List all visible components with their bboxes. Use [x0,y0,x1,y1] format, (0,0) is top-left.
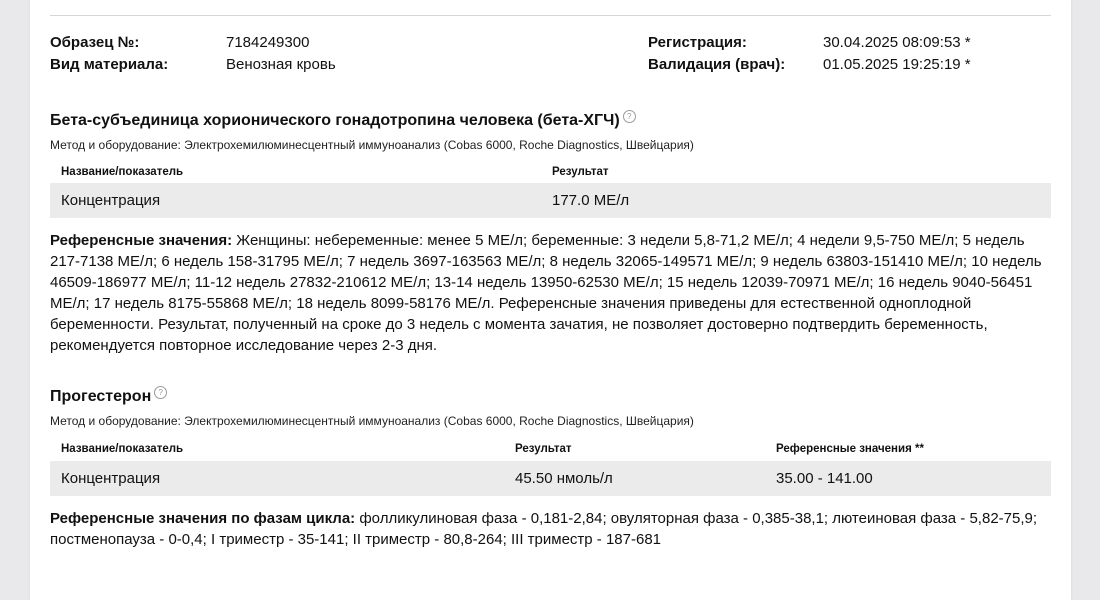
hcg-reference-text [50,230,1050,356]
sample-number-value: 7184249300 [226,34,310,51]
progesterone-col-name: Название/показатель [61,443,184,455]
progesterone-method: Метод и оборудование: Электрохемилюминесцентный иммуноанализ (Cobas 6000, Roche Diagnostics, Швейцария) [50,414,694,428]
validation-label: Валидация (врач): [648,56,786,73]
progesterone-row-result: 45.50 нмоль/л [515,470,613,487]
progesterone-reference-text [50,508,1050,550]
hcg-title [50,110,636,130]
report-sheet [30,0,1071,600]
registration-label: Регистрация: [648,34,747,51]
sample-number-label: Образец №: [50,34,140,51]
progesterone-row-ref: 35.00 - 141.00 [776,470,873,487]
hcg-title-text: Бета-субъединица хорионического гонадотропина человека (бета-ХГЧ) [50,112,620,129]
hcg-table-row [50,183,1051,218]
progesterone-title [50,386,167,406]
progesterone-table-row [50,461,1051,496]
registration-value: 30.04.2025 08:09:53 * [823,34,971,51]
progesterone-title-text: Прогестерон [50,388,152,405]
hcg-row-name: Концентрация [61,192,161,209]
hcg-col-name: Название/показатель [61,166,184,178]
help-icon[interactable]: ? [623,110,636,123]
hcg-method: Метод и оборудование: Электрохемилюминесцентный иммуноанализ (Cobas 6000, Roche Diagnostics, Швейцария) [50,138,694,152]
help-icon[interactable]: ? [154,386,167,399]
progesterone-reference-label: Референсные значения по фазам цикла: [50,510,356,527]
hcg-reference-body: Женщины: небеременные: менее 5 МЕ/л; беременные: 3 недели 5,8-71,2 МЕ/л; 4 недели 9,5-750 МЕ/л; 5 недель 217-7138 МЕ/л; 6 недель 158-31795 МЕ/л; 7 недель 3697-163563 МЕ/л; 8 недель 32065-149571 МЕ/л; 9 недель 63803-151410 МЕ/л; 10 недель 46509-186977 МЕ/л; 11-12 недель 27832-210612 МЕ/л; 13-14 недель 13950-62530 МЕ/л; 15 недель 12039-70971 МЕ/л; 16 недель 9040-56451 МЕ/л; 17 недель 8175-55868 МЕ/л; 18 недель 8099-58176 МЕ/л. Референсные значения приведены для естественной одноплодной беременности. Результат, полученный на сроке до 3 недель с момента зачатия, не позволяет достоверно подтвердить беременность, рекомендуется повторное исследование через 2-3 дня. [50,232,1042,354]
hcg-reference-label: Референсные значения: [50,232,233,249]
header-divider [50,15,1051,16]
validation-value: 01.05.2025 19:25:19 * [823,56,971,73]
hcg-col-result: Результат [552,166,609,178]
hcg-row-result: 177.0 МЕ/л [552,192,630,209]
material-label: Вид материала: [50,56,169,73]
progesterone-col-ref: Референсные значения ** [776,443,924,455]
material-value: Венозная кровь [226,56,336,73]
progesterone-reference-body: фолликулиновая фаза - 0,181-2,84; овуляторная фаза - 0,385-38,1; лютеиновая фаза - 5,82-75,9; постменопауза - 0-0,4; I триместр - 35-141; II триместр - 80,8-264; III триместр - 187-681 [50,510,1038,548]
progesterone-row-name: Концентрация [61,470,161,487]
progesterone-col-result: Результат [515,443,572,455]
